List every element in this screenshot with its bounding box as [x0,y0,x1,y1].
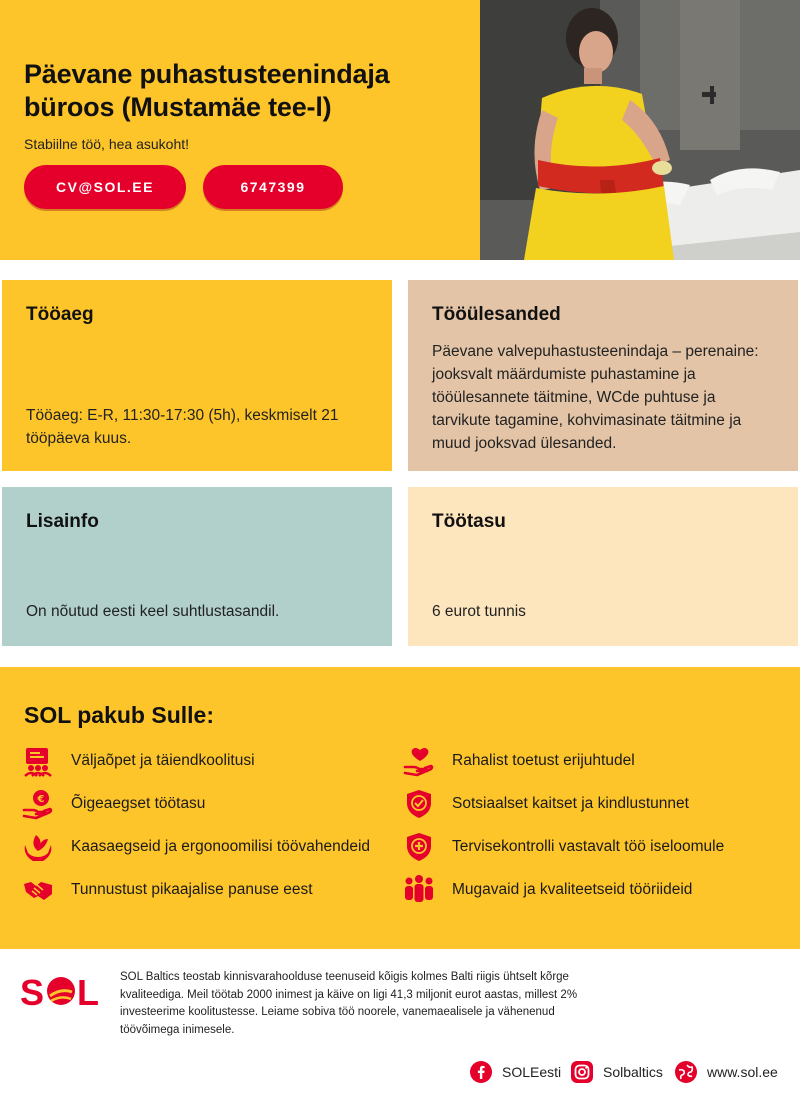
card-heading: Tööaeg [26,304,94,325]
card-text: On nõutud eesti keel suhtlustasandil. [26,603,280,620]
benefits-section [0,667,800,949]
company-about-text: SOL Baltics teostab kinnisvarahoolduse teenuseid kõigis kolmes Balti riigis ühtselt kõrge kvaliteediga. Meil töötab 2000 inimest ja käive on ligi 41,3 miljonit eurot aastas, millest 2% investeerime koolitustesse. Leiame sobiva töö noorele, vanemaealisele ja vähenenud töövõimega inimesele. [120,971,578,1036]
benefit-label: Rahalist toetust erijuhtudel [452,752,635,769]
benefit-label: Tervisekontrolli vastavalt töö iseloomule [452,838,725,855]
svg-text:€: € [37,794,45,805]
facebook-link[interactable] [470,1060,561,1084]
benefit-label: Tunnustust pikaajalise panuse eest [71,881,313,898]
card-text: Päevane valvepuhastusteenindaja – perenaine: jooksvalt määrdumiste puhastamine ja tööülesannete täitmine, WCde puhtuse ja tarvikute tagamine, kohvimasinate täitmine ja muud jooksvad ülesanded. [432,343,759,452]
shield-check-icon [403,788,435,820]
benefit-label: Sotsiaalset kaitset ja kindlustunnet [452,795,689,812]
sol-logo-graphic [20,972,102,1008]
card-heading: Lisainfo [26,511,99,532]
job-title [24,58,464,124]
cleaner-photo-illustration [480,0,800,260]
benefit-item [22,831,371,863]
card-extra-info [2,487,392,646]
benefits-heading: SOL pakub Sulle: [24,702,214,728]
card-tasks [408,280,798,471]
job-title-line2: büroos (Mustamäe tee-l) [24,92,332,122]
card-salary [408,487,798,646]
benefit-label: Mugavaid ja kvaliteetseid tööriideid [452,881,693,898]
benefit-item [403,831,725,863]
hero-text [24,58,464,152]
shield-plus-icon [403,831,435,863]
svg-text:L: L [77,972,99,1008]
benefit-item [403,874,693,906]
hero-photo [480,0,800,260]
card-work-time [2,280,392,471]
job-title-line1: Päevane puhastusteenindaja [24,59,390,89]
svg-text:S: S [20,972,45,1008]
phone-button[interactable]: 6747399 [203,165,343,209]
card-heading: Töötasu [432,511,506,532]
job-subtitle: Stabiilne töö, hea asukoht! [24,136,190,152]
training-certificate-icon [22,745,54,777]
instagram-link[interactable] [571,1060,663,1084]
sol-logo [20,972,102,1013]
card-text: Tööaeg: E-R, 11:30-17:30 (5h), keskmiselt 21 tööpäeva kuus. [26,407,339,447]
hands-plant-icon [22,831,54,863]
people-group-icon [403,874,435,906]
benefit-item [403,745,635,777]
benefit-item [403,788,689,820]
website-link[interactable] [675,1060,778,1084]
hero-banner [0,0,800,260]
benefit-label: Kaasaegseid ja ergonoomilisi töövahendeid [71,838,371,855]
benefit-item [22,788,206,820]
facebook-label: SOLEesti [502,1064,562,1080]
euro-hand-icon [22,788,54,820]
email-button[interactable]: CV@SOL.EE [24,165,186,209]
card-heading: Tööülesanded [432,304,561,325]
globe-icon [675,1061,697,1083]
heart-hand-icon [403,745,435,777]
card-text: 6 eurot tunnis [432,603,526,620]
handshake-icon [22,874,54,906]
instagram-icon [571,1061,593,1083]
benefit-item [22,874,313,906]
instagram-label: Solbaltics [603,1064,663,1080]
benefit-item [22,745,255,777]
facebook-icon [470,1061,492,1083]
benefit-label: Väljaõpet ja täiendkoolitusi [71,752,255,769]
benefit-label: Õigeaegset töötasu [71,795,206,812]
website-label: www.sol.ee [707,1064,778,1080]
